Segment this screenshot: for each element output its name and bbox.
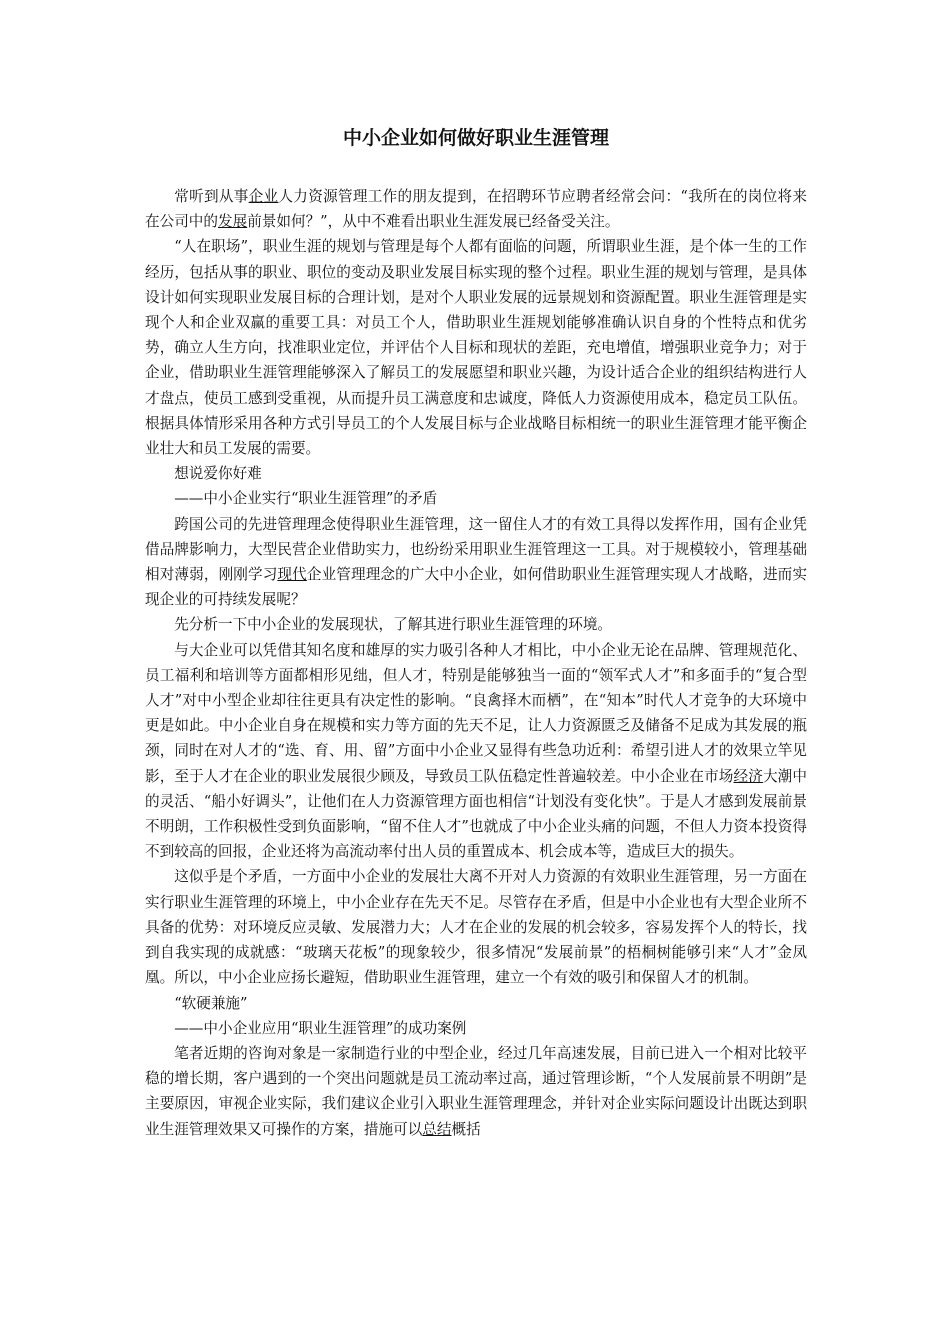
link-qiye[interactable]: 企业 xyxy=(248,188,279,205)
section-heading-2: “软硬兼施” xyxy=(174,994,248,1012)
paragraph-intro xyxy=(145,184,807,234)
section-subheading-1: ——中小企业实行“职业生涯管理”的矛盾 xyxy=(174,490,438,508)
paragraph-analysis: 先分析一下中小企业的发展现状，了解其进行职业生涯管理的环境。 xyxy=(174,616,613,634)
text-run: 与大企业可以凭借其知名度和雄厚的实力吸引各种人才相比，中小企业无论在品牌、管理规范化、员工福利和培训等方面都相形见绌，但人才，特别是能够独当一面的“领军式人才”和多面手的“复合型人才”对中小型企业却往往更具有决定性的影响。“良禽择木而栖”，在“知本”时代人才竞争的大环境中更是如此。中小企业自身在规模和实力等方面的先天不足，让人力资源匮乏及储备不足成为其发展的瓶颈，同时在对人才的“选、育、用、留”方面中小企业又显得有些急功近利：希望引进人才的效果立竿见影，至于人才在企业的职业发展很少顾及，导致员工队伍稳定性普遍较差。中小企业在市场 xyxy=(145,641,807,785)
text-run: 人力资源管理工作的朋友提到，在招聘环节应聘者经常会问：“我所在的岗位将来在公司中的 xyxy=(145,188,807,231)
text-run: 前景如何？”，从中不难看出职业生涯发展已经备受关注。 xyxy=(247,213,620,231)
text-run: 跨国公司的先进管理理念使得职业生涯管理，这一留住人才的有效工具得以发挥作用，国有企业凭借品牌影响力，大型民营企业借助实力，也纷纷采用职业生涯管理这一工具。对于规模较小，管理基础相对薄弱，刚刚学习 xyxy=(145,515,807,584)
paragraph-case xyxy=(145,1041,807,1142)
text-run: 企业管理理念的广大中小企业，如何借助职业生涯管理实现人才战略，进而实现企业的可持续发展呢？ xyxy=(145,566,807,609)
paragraph-definition: “人在职场”，职业生涯的规划与管理是每个人都有面临的问题，所谓职业生涯，是个体一生的工作经历，包括从事的职业、职位的变动及职业发展目标实现的整个过程。职业生涯的规划与管理，是具体设计如何实现职业发展目标的合理计划，是对个人职业发展的远景规划和资源配置。职业生涯管理是实现个人和企业双赢的重要工具：对员工个人，借助职业生涯规划能够准确认识自身的个性特点和优劣势，确立人生方向，找准职业定位，并评估个人目标和现状的差距，充电增值，增强职业竞争力；对于企业，借助职业生涯管理能够深入了解员工的发展愿望和职业兴趣，为设计适合企业的组织结构进行人才盘点，使员工感到受重视，从而提升员工满意度和忠诚度，降低人力资源使用成本，稳定员工队伍。根据具体情形采用各种方式引导员工的个人发展目标与企业战略目标相统一的职业生涯管理才能平衡企业壮大和员工发展的需要。 xyxy=(145,238,807,458)
section-subheading-2: ——中小企业应用“职业生涯管理”的成功案例 xyxy=(174,1019,467,1037)
text-run: 常听到从事 xyxy=(174,188,249,205)
link-xiandai[interactable]: 现代 xyxy=(277,566,307,584)
text-run: 大潮中的灵活、“船小好调头”，让他们在人力资源管理方面也相信“计划没有变化快”。于是人才感到发展前景不明朗，工作积极性受到负面影响，“留不住人才”也就成了中小企业头痛的问题，不但人力资本投资得不到较高的回报，企业还将为高流动率付出人员的重置成本、机会成本等，造成巨大的损失。 xyxy=(145,767,807,861)
link-fazhan[interactable]: 发展 xyxy=(217,213,248,231)
document-page xyxy=(145,118,807,1142)
section-heading-1: 想说爱你好难 xyxy=(174,465,262,483)
document-title: 中小企业如何做好职业生涯管理 xyxy=(342,127,609,149)
paragraph-contradiction: 这似乎是个矛盾，一方面中小企业的发展壮大离不开对人力资源的有效职业生涯管理，另一方面在实行职业生涯管理的环境上，中小企业存在先天不足。尽管存在矛盾，但是中小企业也有大型企业所不具备的优势：对环境反应灵敏、发展潜力大；人才在企业的发展的机会较多，容易发挥个人的特长，找到自我实现的成就感：“玻璃天花板”的现象较少，很多情况“发展前景”的梧桐树能够引来“人才”金凤凰。所以，中小企业应扬长避短，借助职业生涯管理，建立一个有效的吸引和保留人才的机制。 xyxy=(145,868,807,987)
text-run: 笔者近期的咨询对象是一家制造行业的中型企业，经过几年高速发展，目前已进入一个相对比较平稳的增长期，客户遇到的一个突出问题就是员工流动率过高，通过管理诊断，“个人发展前景不明朗”是主要原因，审视企业实际，我们建议企业引入职业生涯管理理念，并针对企业实际问题设计出既达到职业生涯管理效果又可操作的方案，措施可以 xyxy=(145,1044,807,1138)
paragraph-multinational xyxy=(145,512,807,613)
link-jingji[interactable]: 经济 xyxy=(733,767,763,785)
link-zongjie[interactable]: 总结 xyxy=(422,1120,452,1138)
text-run: 概括 xyxy=(451,1120,481,1138)
paragraph-status xyxy=(145,638,807,865)
